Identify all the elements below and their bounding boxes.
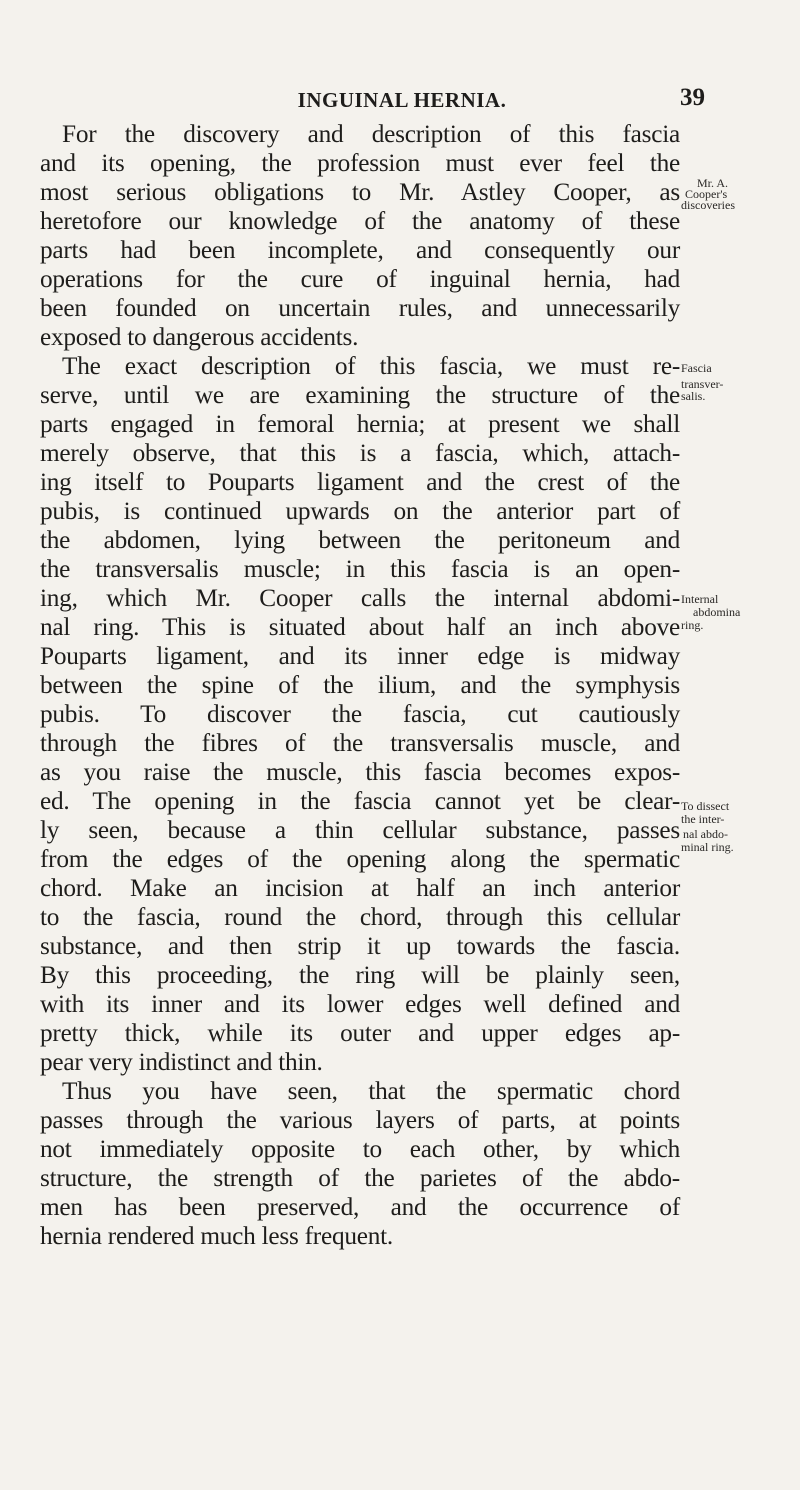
text-line: not immediately opposite to each other, by which (40, 1135, 680, 1163)
text-line: to the fascia, round the chord, through this cellular (40, 903, 680, 931)
text-line: operations for the cure of inguinal hernia, had (40, 265, 680, 293)
margin-note-line: Mr. A. (697, 176, 729, 190)
text-line: as you raise the muscle, this fascia becomes expos- (40, 758, 680, 786)
margin-note-line: Fascia (681, 361, 712, 375)
text-line: ly seen, because a thin cellular substance, passes (40, 816, 680, 844)
text-line: nal ring. This is situated about half an inch above (40, 613, 680, 641)
text-line: been founded on uncertain rules, and unnecessarily (40, 294, 680, 322)
text-line: serve, until we are examining the structure of the (40, 381, 680, 409)
text-line: By this proceeding, the ring will be plainly seen, (40, 961, 680, 989)
text-line: parts engaged in femoral hernia; at present we shall (40, 410, 680, 438)
margin-note-line: discoveries (681, 198, 735, 212)
text-line: ing itself to Pouparts ligament and the crest of the (40, 468, 680, 496)
text-line: The exact description of this fascia, we must re- (62, 352, 680, 380)
text-line: structure, the strength of the parietes of the abdo- (40, 1164, 680, 1192)
text-line: passes through the various layers of parts, at points (40, 1106, 680, 1134)
text-line: substance, and then strip it up towards the fascia. (40, 932, 680, 960)
text-line: ed. The opening in the fascia cannot yet be clear- (40, 787, 680, 815)
running-title: INGUINAL HERNIA. (297, 88, 507, 112)
margin-note-line: Cooper's (685, 187, 728, 201)
text-line: pubis, is continued upwards on the anterior part of (40, 497, 680, 525)
text-line: between the spine of the ilium, and the symphysis (40, 671, 680, 699)
running-head (0, 84, 800, 118)
margin-note-line: nal abdo- (683, 827, 728, 841)
text-line: through the fibres of the transversalis muscle, and (40, 729, 680, 757)
text-line: For the discovery and description of this fascia (62, 120, 680, 148)
margin-note-line: minal ring. (681, 840, 734, 854)
margin-note-line: ring. (681, 618, 704, 632)
text-line: hernia rendered much less frequent. (40, 1222, 393, 1250)
margin-note-line: salis. (681, 389, 706, 403)
text-line: and its opening, the profession must ever feel the (40, 149, 680, 177)
text-line: parts had been incomplete, and consequently our (40, 236, 680, 264)
text-line: exposed to dangerous accidents. (40, 323, 359, 351)
margin-note-line: transver- (681, 377, 724, 391)
text-line: from the edges of the opening along the spermatic (40, 845, 680, 873)
text-line: the abdomen, lying between the peritoneum and (40, 526, 680, 554)
text-line: the transversalis muscle; in this fascia is an open- (40, 555, 680, 583)
text-line: merely observe, that this is a fascia, which, attach- (40, 439, 680, 467)
margin-note-line: To dissect (681, 799, 730, 813)
text-line: pubis. To discover the fascia, cut cautiously (40, 700, 680, 728)
text-line: Pouparts ligament, and its inner edge is midway (40, 642, 680, 670)
margin-note-line: Internal (681, 592, 719, 606)
text-line: pear very indistinct and thin. (40, 1048, 323, 1076)
page-number: 39 (680, 84, 705, 111)
text-line: with its inner and its lower edges well defined and (40, 990, 680, 1018)
text-line: pretty thick, while its outer and upper edges ap- (40, 1019, 680, 1047)
margin-note-line: abdomina (693, 605, 741, 619)
text-line: most serious obligations to Mr. Astley Cooper, as (40, 178, 680, 206)
text-line: chord. Make an incision at half an inch anterior (40, 874, 680, 902)
text-line: men has been preserved, and the occurrence of (40, 1193, 680, 1221)
text-line: ing, which Mr. Cooper calls the internal abdomi- (40, 584, 680, 612)
text-line: Thus you have seen, that the spermatic chord (62, 1077, 680, 1105)
margin-note-line: the inter- (681, 812, 725, 826)
text-line: heretofore our knowledge of the anatomy of these (40, 207, 680, 235)
